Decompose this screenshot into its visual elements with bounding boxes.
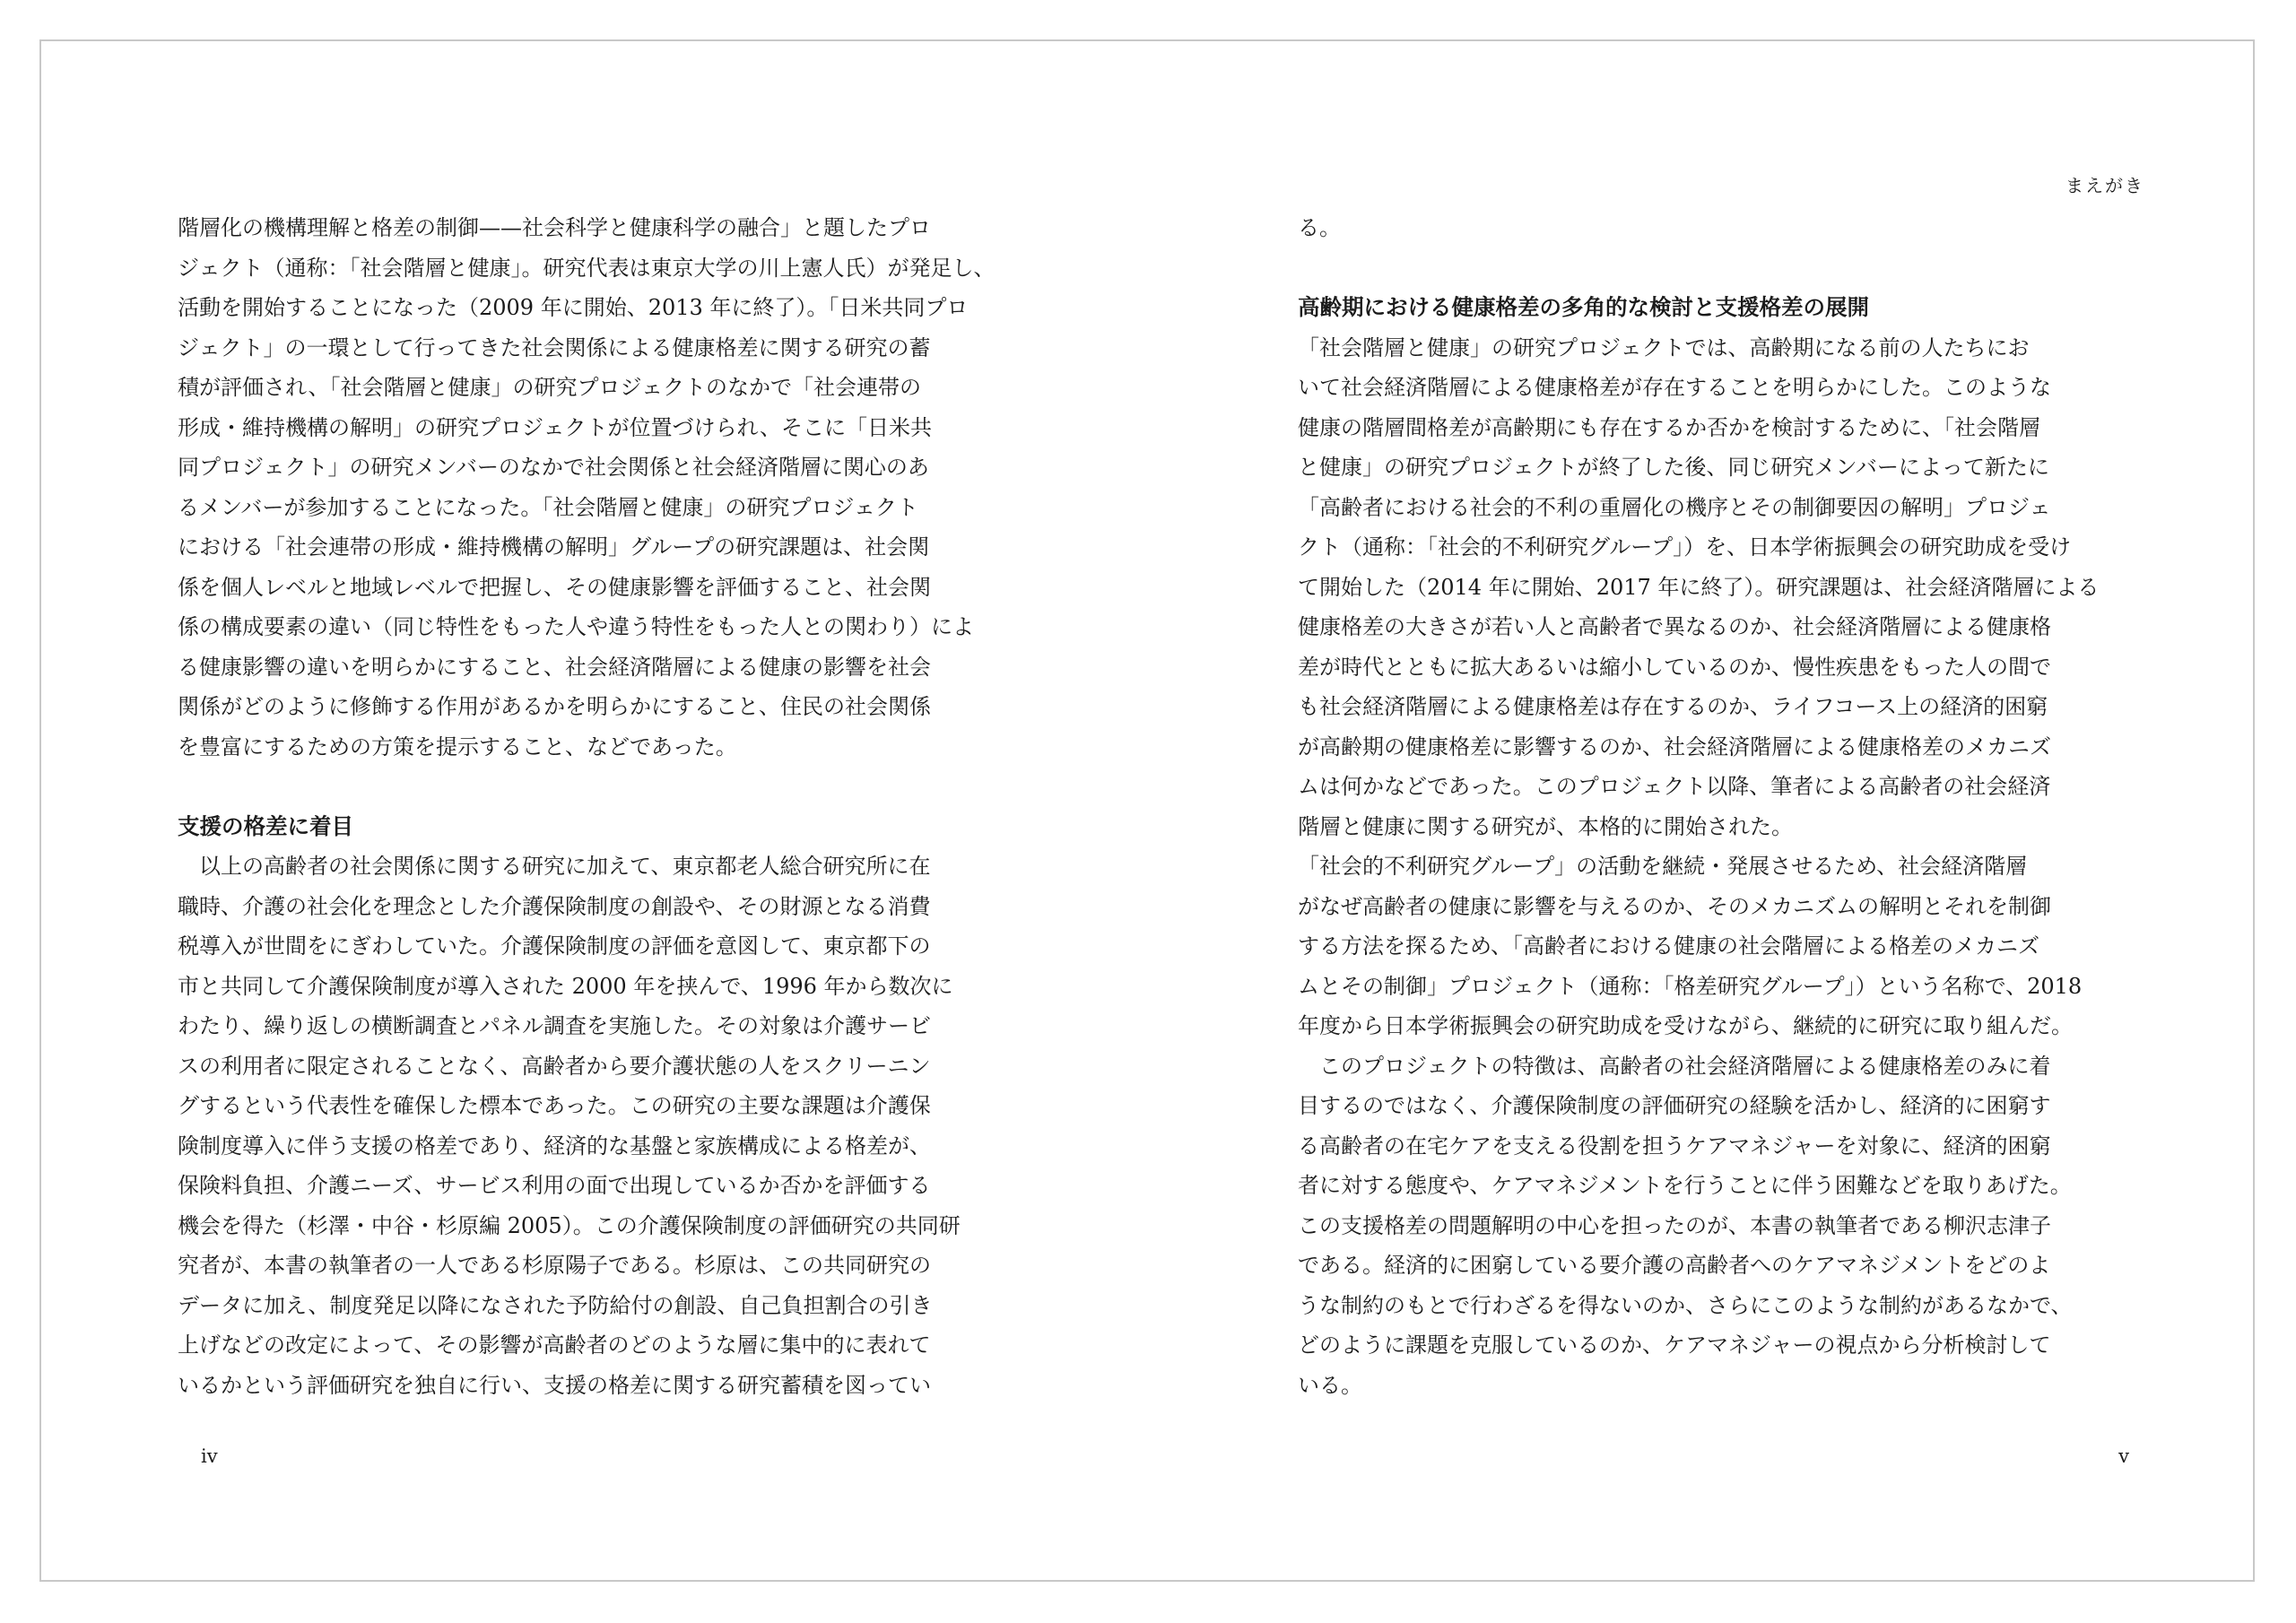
text-line: いるかという評価研究を独自に行い、支援の格差に関する研究蓄積を図ってい [178,1372,931,1398]
text-line: る。 [1298,215,1341,240]
text-line: て開始した（2014 年に開始、2017 年に終了）。研究課題は、社会経済階層による [1298,574,2100,600]
text-line: データに加え、制度発足以降になされた予防給付の創設、自己負担割合の引き [178,1292,933,1318]
text-line: 差が時代とともに拡大あるいは縮小しているのか、慢性疾患をもった人の間で [1298,654,2051,680]
text-line: 健康格差の大きさが若い人と高齢者で異なるのか、社会経済階層による健康格 [1298,614,2051,639]
text-line: るメンバーが参加することになった。「社会階層と健康」の研究プロジェクト [178,494,918,520]
text-line: ジェクト（通称：「社会階層と健康」。研究代表は東京大学の川上憲人氏）が発足し、 [178,255,996,281]
text-line: が高齢期の健康格差に影響するのか、社会経済階層による健康格差のメカニズ [1298,733,2051,759]
paragraph-gap [1298,248,2159,289]
text-line: 機会を得た（杉澤・中谷・杉原編 2005）。この介護保険制度の評価研究の共同研 [178,1212,961,1238]
text-line: 健康の階層間格差が高齢期にも存在するか否かを検討するために、「社会階層 [1298,414,2040,440]
text-line: 究者が、本書の執筆者の一人である杉原陽子である。杉原は、この共同研究の [178,1253,931,1278]
text-line: 税導入が世間をにぎわしていた。介護保険制度の評価を意図して、東京都下の [178,933,931,959]
text-line: 階層と健康に関する研究が、本格的に開始された。 [1298,813,1793,839]
text-line: 活動を開始することになった（2009 年に開始、2013 年に終了）。「日米共同プロ [178,295,969,320]
book-spread [39,39,2255,1582]
text-line: である。経済的に困窮している要介護の高齢者へのケアマネジメントをどのよ [1298,1253,2051,1278]
text-line: 同プロジェクト」の研究メンバーのなかで社会関係と社会経済階層に関心のあ [178,455,929,480]
text-line: がなぜ高齢者の健康に影響を与えるのか、そのメカニズムの解明とそれを制御 [1298,893,2051,919]
page-number-right: v [2118,1445,2129,1467]
text-line: 階層化の機構理解と格差の制御——社会科学と健康科学の融合」と題したプロ [178,215,931,240]
page-number-left: iv [201,1445,218,1467]
text-line: わたり、繰り返しの横断調査とパネル調査を実施した。その対象は介護サービ [178,1013,931,1038]
text-line: 目するのではなく、介護保険制度の評価研究の経験を活かし、経済的に困窮す [1298,1093,2051,1118]
text-line: する方法を探るため、「高齢者における健康の社会階層による格差のメカニズ [1298,933,2040,959]
text-line: ジェクト」の一環として行ってきた社会関係による健康格差に関する研究の蓄 [178,334,931,360]
text-line: る健康影響の違いを明らかにすること、社会経済階層による健康の影響を社会 [178,654,931,680]
text-line: 市と共同して介護保険制度が導入された 2000 年を挟んで、1996 年から数次に [178,973,953,999]
text-line: における「社会連帯の形成・維持機構の解明」グループの研究課題は、社会関 [178,534,930,560]
text-line: も社会経済階層による健康格差は存在するのか、ライフコース上の経済的困窮 [1298,694,2048,719]
text-line: 積が評価され、「社会階層と健康」の研究プロジェクトのなかで「社会連帯の [178,375,921,400]
text-line: いる。 [1298,1372,1362,1398]
text-line: このプロジェクトの特徴は、高齢者の社会経済階層による健康格差のみに着 [1298,1053,2051,1079]
text-line: 形成・維持機構の解明」の研究プロジェクトが位置づけられ、そこに「日米共 [178,414,932,440]
left-page [41,41,1149,1580]
text-line: ムは何かなどであった。このプロジェクト以降、筆者による高齢者の社会経済 [1298,774,2051,799]
text-line: る高齢者の在宅ケアを支える役割を担うケアマネジャーを対象に、経済的困窮 [1298,1133,2051,1159]
text-line: 者に対する態度や、ケアマネジメントを行うことに伴う困難などを取りあげた。 [1298,1173,2072,1198]
text-line: 「社会階層と健康」の研究プロジェクトでは、高齢期になる前の人たちにお [1298,334,2030,360]
text-line: いて社会経済階層による健康格差が存在することを明らかにした。このような [1298,375,2051,400]
text-line: 関係がどのように修飾する作用があるかを明らかにすること、住民の社会関係 [178,694,931,719]
text-line: 職時、介護の社会化を理念とした介護保険制度の創設や、その財源となる消費 [178,893,931,919]
paragraph-gap [178,767,1039,807]
text-line: と健康」の研究プロジェクトが終了した後、同じ研究メンバーによって新たに [1298,455,2049,480]
text-line: どのように課題を克服しているのか、ケアマネジャーの視点から分析検討して [1298,1332,2051,1358]
text-line: 係の構成要素の違い（同じ特性をもった人や違う特性をもった人との関わり）によ [178,614,974,639]
section-heading: 支援の格差に着目 [178,812,353,839]
text-line: 上げなどの改定によって、その影響が高齢者のどのような層に集中的に表れて [178,1332,931,1358]
running-head: まえがき [2066,175,2144,196]
text-line: グするという代表性を確保した標本であった。この研究の主要な課題は介護保 [178,1093,931,1118]
text-line: 険制度導入に伴う支援の格差であり、経済的な基盤と家族構成による格差が、 [178,1133,931,1159]
text-line: ムとその制御」プロジェクト（通称：「格差研究グループ」）という名称で、2018 [1298,973,2083,999]
text-line: うな制約のもとで行わざるを得ないのか、さらにこのような制約があるなかで、 [1298,1292,2073,1318]
left-page-body [178,208,1039,1405]
right-page [1149,41,2257,1580]
text-line: 「社会的不利研究グループ」の活動を継続・発展させるため、社会経済階層 [1298,854,2028,879]
text-line: 係を個人レベルと地域レベルで把握し、その健康影響を評価すること、社会関 [178,574,931,600]
text-line: 年度から日本学術振興会の研究助成を受けながら、継続的に研究に取り組んだ。 [1298,1013,2073,1038]
text-line: スの利用者に限定されることなく、高齢者から要介護状態の人をスクリーニン [178,1053,931,1079]
text-line: 保険料負担、介護ニーズ、サービス利用の面で出現しているか否かを評価する [178,1173,931,1198]
right-page-body [1298,208,2159,1405]
text-line: クト（通称：「社会的不利研究グループ」）を、日本学術振興会の研究助成を受け [1298,534,2072,560]
section-heading: 高齢期における健康格差の多角的な検討と支援格差の展開 [1298,294,1869,320]
text-line: この支援格差の問題解明の中心を担ったのが、本書の執筆者である柳沢志津子 [1298,1212,2051,1238]
text-line: 以上の高齢者の社会関係に関する研究に加えて、東京都老人総合研究所に在 [178,854,931,879]
text-line: を豊富にするための方策を提示すること、などであった。 [178,733,737,759]
text-line: 「高齢者における社会的不利の重層化の機序とその制御要因の解明」プロジェ [1298,494,2051,520]
